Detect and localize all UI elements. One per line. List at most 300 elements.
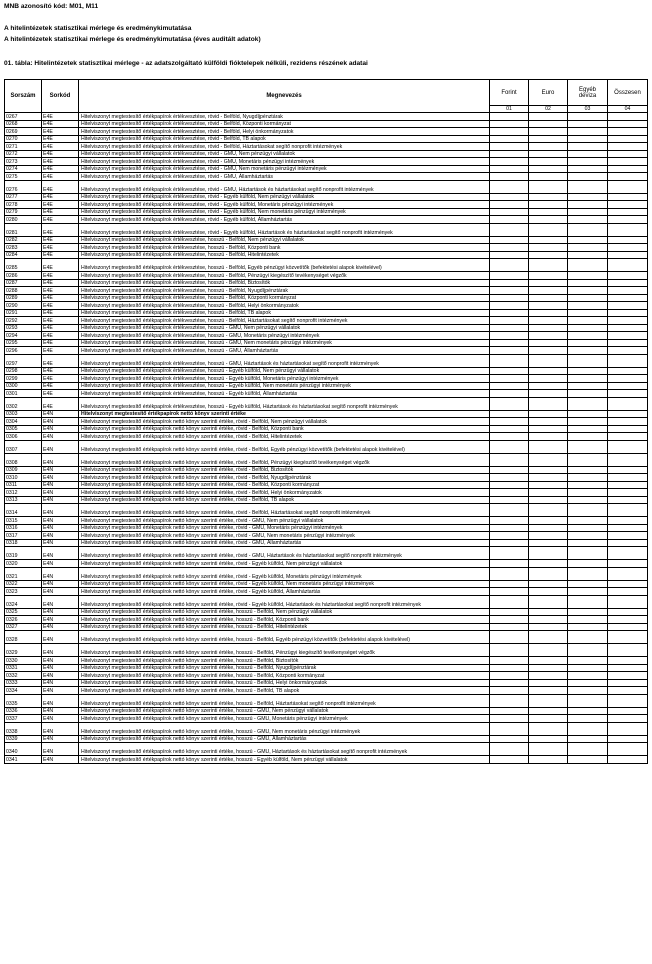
euro-value-cell[interactable] bbox=[529, 567, 568, 580]
euro-value-cell[interactable] bbox=[529, 756, 568, 764]
other-currency-value-cell[interactable] bbox=[568, 397, 608, 410]
total-value-cell[interactable] bbox=[608, 644, 648, 657]
other-currency-value-cell[interactable] bbox=[568, 595, 608, 608]
other-currency-value-cell[interactable] bbox=[568, 707, 608, 715]
other-currency-value-cell[interactable] bbox=[568, 375, 608, 383]
other-currency-value-cell[interactable] bbox=[568, 317, 608, 325]
euro-value-cell[interactable] bbox=[529, 608, 568, 616]
forint-value-cell[interactable] bbox=[490, 259, 529, 272]
other-currency-value-cell[interactable] bbox=[568, 208, 608, 216]
other-currency-value-cell[interactable] bbox=[568, 201, 608, 209]
other-currency-value-cell[interactable] bbox=[568, 672, 608, 680]
total-value-cell[interactable] bbox=[608, 165, 648, 173]
euro-value-cell[interactable] bbox=[529, 595, 568, 608]
total-value-cell[interactable] bbox=[608, 595, 648, 608]
total-value-cell[interactable] bbox=[608, 539, 648, 547]
forint-value-cell[interactable] bbox=[490, 756, 529, 764]
forint-value-cell[interactable] bbox=[490, 440, 529, 453]
euro-value-cell[interactable] bbox=[529, 201, 568, 209]
total-value-cell[interactable] bbox=[608, 201, 648, 209]
total-value-cell[interactable] bbox=[608, 440, 648, 453]
forint-value-cell[interactable] bbox=[490, 453, 529, 466]
other-currency-value-cell[interactable] bbox=[568, 687, 608, 695]
forint-value-cell[interactable] bbox=[490, 382, 529, 390]
euro-value-cell[interactable] bbox=[529, 339, 568, 347]
total-value-cell[interactable] bbox=[608, 287, 648, 295]
total-value-cell[interactable] bbox=[608, 410, 648, 418]
forint-value-cell[interactable] bbox=[490, 743, 529, 756]
euro-value-cell[interactable] bbox=[529, 672, 568, 680]
forint-value-cell[interactable] bbox=[490, 707, 529, 715]
forint-value-cell[interactable] bbox=[490, 580, 529, 588]
euro-value-cell[interactable] bbox=[529, 453, 568, 466]
forint-value-cell[interactable] bbox=[490, 539, 529, 547]
euro-value-cell[interactable] bbox=[529, 287, 568, 295]
euro-value-cell[interactable] bbox=[529, 560, 568, 568]
other-currency-value-cell[interactable] bbox=[568, 150, 608, 158]
total-value-cell[interactable] bbox=[608, 375, 648, 383]
total-value-cell[interactable] bbox=[608, 302, 648, 310]
total-value-cell[interactable] bbox=[608, 623, 648, 631]
euro-value-cell[interactable] bbox=[529, 707, 568, 715]
total-value-cell[interactable] bbox=[608, 560, 648, 568]
other-currency-value-cell[interactable] bbox=[568, 251, 608, 259]
other-currency-value-cell[interactable] bbox=[568, 244, 608, 252]
euro-value-cell[interactable] bbox=[529, 120, 568, 128]
euro-value-cell[interactable] bbox=[529, 236, 568, 244]
total-value-cell[interactable] bbox=[608, 722, 648, 735]
other-currency-value-cell[interactable] bbox=[568, 259, 608, 272]
total-value-cell[interactable] bbox=[608, 756, 648, 764]
forint-value-cell[interactable] bbox=[490, 165, 529, 173]
other-currency-value-cell[interactable] bbox=[568, 272, 608, 280]
other-currency-value-cell[interactable] bbox=[568, 657, 608, 665]
total-value-cell[interactable] bbox=[608, 657, 648, 665]
forint-value-cell[interactable] bbox=[490, 223, 529, 236]
forint-value-cell[interactable] bbox=[490, 390, 529, 398]
other-currency-value-cell[interactable] bbox=[568, 694, 608, 707]
other-currency-value-cell[interactable] bbox=[568, 623, 608, 631]
forint-value-cell[interactable] bbox=[490, 410, 529, 418]
total-value-cell[interactable] bbox=[608, 517, 648, 525]
euro-value-cell[interactable] bbox=[529, 433, 568, 441]
total-value-cell[interactable] bbox=[608, 354, 648, 367]
forint-value-cell[interactable] bbox=[490, 150, 529, 158]
other-currency-value-cell[interactable] bbox=[568, 440, 608, 453]
forint-value-cell[interactable] bbox=[490, 317, 529, 325]
forint-value-cell[interactable] bbox=[490, 347, 529, 355]
euro-value-cell[interactable] bbox=[529, 743, 568, 756]
other-currency-value-cell[interactable] bbox=[568, 664, 608, 672]
total-value-cell[interactable] bbox=[608, 743, 648, 756]
euro-value-cell[interactable] bbox=[529, 722, 568, 735]
euro-value-cell[interactable] bbox=[529, 375, 568, 383]
forint-value-cell[interactable] bbox=[490, 272, 529, 280]
total-value-cell[interactable] bbox=[608, 707, 648, 715]
total-value-cell[interactable] bbox=[608, 390, 648, 398]
euro-value-cell[interactable] bbox=[529, 143, 568, 151]
total-value-cell[interactable] bbox=[608, 608, 648, 616]
total-value-cell[interactable] bbox=[608, 120, 648, 128]
euro-value-cell[interactable] bbox=[529, 251, 568, 259]
total-value-cell[interactable] bbox=[608, 425, 648, 433]
total-value-cell[interactable] bbox=[608, 216, 648, 224]
euro-value-cell[interactable] bbox=[529, 244, 568, 252]
euro-value-cell[interactable] bbox=[529, 410, 568, 418]
forint-value-cell[interactable] bbox=[490, 547, 529, 560]
other-currency-value-cell[interactable] bbox=[568, 588, 608, 596]
other-currency-value-cell[interactable] bbox=[568, 367, 608, 375]
other-currency-value-cell[interactable] bbox=[568, 453, 608, 466]
forint-value-cell[interactable] bbox=[490, 623, 529, 631]
total-value-cell[interactable] bbox=[608, 294, 648, 302]
other-currency-value-cell[interactable] bbox=[568, 524, 608, 532]
forint-value-cell[interactable] bbox=[490, 735, 529, 743]
total-value-cell[interactable] bbox=[608, 664, 648, 672]
euro-value-cell[interactable] bbox=[529, 489, 568, 497]
other-currency-value-cell[interactable] bbox=[568, 504, 608, 517]
euro-value-cell[interactable] bbox=[529, 367, 568, 375]
forint-value-cell[interactable] bbox=[490, 481, 529, 489]
other-currency-value-cell[interactable] bbox=[568, 158, 608, 166]
other-currency-value-cell[interactable] bbox=[568, 339, 608, 347]
forint-value-cell[interactable] bbox=[490, 180, 529, 193]
total-value-cell[interactable] bbox=[608, 588, 648, 596]
total-value-cell[interactable] bbox=[608, 735, 648, 743]
total-value-cell[interactable] bbox=[608, 504, 648, 517]
other-currency-value-cell[interactable] bbox=[568, 433, 608, 441]
total-value-cell[interactable] bbox=[608, 474, 648, 482]
forint-value-cell[interactable] bbox=[490, 664, 529, 672]
forint-value-cell[interactable] bbox=[490, 143, 529, 151]
other-currency-value-cell[interactable] bbox=[568, 143, 608, 151]
other-currency-value-cell[interactable] bbox=[568, 216, 608, 224]
euro-value-cell[interactable] bbox=[529, 135, 568, 143]
euro-value-cell[interactable] bbox=[529, 347, 568, 355]
total-value-cell[interactable] bbox=[608, 367, 648, 375]
total-value-cell[interactable] bbox=[608, 113, 648, 121]
euro-value-cell[interactable] bbox=[529, 616, 568, 624]
euro-value-cell[interactable] bbox=[529, 657, 568, 665]
euro-value-cell[interactable] bbox=[529, 165, 568, 173]
forint-value-cell[interactable] bbox=[490, 294, 529, 302]
forint-value-cell[interactable] bbox=[490, 354, 529, 367]
forint-value-cell[interactable] bbox=[490, 128, 529, 136]
other-currency-value-cell[interactable] bbox=[568, 120, 608, 128]
other-currency-value-cell[interactable] bbox=[568, 539, 608, 547]
other-currency-value-cell[interactable] bbox=[568, 616, 608, 624]
euro-value-cell[interactable] bbox=[529, 496, 568, 504]
other-currency-value-cell[interactable] bbox=[568, 382, 608, 390]
euro-value-cell[interactable] bbox=[529, 390, 568, 398]
euro-value-cell[interactable] bbox=[529, 517, 568, 525]
total-value-cell[interactable] bbox=[608, 489, 648, 497]
other-currency-value-cell[interactable] bbox=[568, 180, 608, 193]
euro-value-cell[interactable] bbox=[529, 694, 568, 707]
forint-value-cell[interactable] bbox=[490, 339, 529, 347]
other-currency-value-cell[interactable] bbox=[568, 135, 608, 143]
forint-value-cell[interactable] bbox=[490, 287, 529, 295]
forint-value-cell[interactable] bbox=[490, 694, 529, 707]
forint-value-cell[interactable] bbox=[490, 158, 529, 166]
euro-value-cell[interactable] bbox=[529, 354, 568, 367]
euro-value-cell[interactable] bbox=[529, 294, 568, 302]
total-value-cell[interactable] bbox=[608, 453, 648, 466]
total-value-cell[interactable] bbox=[608, 433, 648, 441]
euro-value-cell[interactable] bbox=[529, 440, 568, 453]
total-value-cell[interactable] bbox=[608, 694, 648, 707]
forint-value-cell[interactable] bbox=[490, 517, 529, 525]
other-currency-value-cell[interactable] bbox=[568, 113, 608, 121]
other-currency-value-cell[interactable] bbox=[568, 173, 608, 181]
euro-value-cell[interactable] bbox=[529, 588, 568, 596]
forint-value-cell[interactable] bbox=[490, 595, 529, 608]
other-currency-value-cell[interactable] bbox=[568, 354, 608, 367]
total-value-cell[interactable] bbox=[608, 347, 648, 355]
forint-value-cell[interactable] bbox=[490, 489, 529, 497]
euro-value-cell[interactable] bbox=[529, 173, 568, 181]
forint-value-cell[interactable] bbox=[490, 375, 529, 383]
other-currency-value-cell[interactable] bbox=[568, 324, 608, 332]
other-currency-value-cell[interactable] bbox=[568, 425, 608, 433]
forint-value-cell[interactable] bbox=[490, 332, 529, 340]
forint-value-cell[interactable] bbox=[490, 324, 529, 332]
euro-value-cell[interactable] bbox=[529, 317, 568, 325]
other-currency-value-cell[interactable] bbox=[568, 165, 608, 173]
other-currency-value-cell[interactable] bbox=[568, 722, 608, 735]
euro-value-cell[interactable] bbox=[529, 532, 568, 540]
total-value-cell[interactable] bbox=[608, 150, 648, 158]
euro-value-cell[interactable] bbox=[529, 128, 568, 136]
total-value-cell[interactable] bbox=[608, 259, 648, 272]
total-value-cell[interactable] bbox=[608, 324, 648, 332]
total-value-cell[interactable] bbox=[608, 382, 648, 390]
total-value-cell[interactable] bbox=[608, 251, 648, 259]
euro-value-cell[interactable] bbox=[529, 279, 568, 287]
euro-value-cell[interactable] bbox=[529, 631, 568, 644]
total-value-cell[interactable] bbox=[608, 279, 648, 287]
total-value-cell[interactable] bbox=[608, 524, 648, 532]
other-currency-value-cell[interactable] bbox=[568, 679, 608, 687]
total-value-cell[interactable] bbox=[608, 180, 648, 193]
forint-value-cell[interactable] bbox=[490, 644, 529, 657]
euro-value-cell[interactable] bbox=[529, 644, 568, 657]
euro-value-cell[interactable] bbox=[529, 539, 568, 547]
forint-value-cell[interactable] bbox=[490, 524, 529, 532]
total-value-cell[interactable] bbox=[608, 272, 648, 280]
forint-value-cell[interactable] bbox=[490, 216, 529, 224]
forint-value-cell[interactable] bbox=[490, 672, 529, 680]
other-currency-value-cell[interactable] bbox=[568, 481, 608, 489]
other-currency-value-cell[interactable] bbox=[568, 410, 608, 418]
other-currency-value-cell[interactable] bbox=[568, 466, 608, 474]
euro-value-cell[interactable] bbox=[529, 524, 568, 532]
total-value-cell[interactable] bbox=[608, 158, 648, 166]
forint-value-cell[interactable] bbox=[490, 588, 529, 596]
euro-value-cell[interactable] bbox=[529, 158, 568, 166]
euro-value-cell[interactable] bbox=[529, 425, 568, 433]
forint-value-cell[interactable] bbox=[490, 236, 529, 244]
other-currency-value-cell[interactable] bbox=[568, 418, 608, 426]
other-currency-value-cell[interactable] bbox=[568, 567, 608, 580]
euro-value-cell[interactable] bbox=[529, 208, 568, 216]
other-currency-value-cell[interactable] bbox=[568, 287, 608, 295]
other-currency-value-cell[interactable] bbox=[568, 347, 608, 355]
total-value-cell[interactable] bbox=[608, 244, 648, 252]
other-currency-value-cell[interactable] bbox=[568, 580, 608, 588]
other-currency-value-cell[interactable] bbox=[568, 631, 608, 644]
other-currency-value-cell[interactable] bbox=[568, 756, 608, 764]
forint-value-cell[interactable] bbox=[490, 631, 529, 644]
euro-value-cell[interactable] bbox=[529, 309, 568, 317]
total-value-cell[interactable] bbox=[608, 496, 648, 504]
total-value-cell[interactable] bbox=[608, 332, 648, 340]
euro-value-cell[interactable] bbox=[529, 715, 568, 723]
euro-value-cell[interactable] bbox=[529, 418, 568, 426]
forint-value-cell[interactable] bbox=[490, 616, 529, 624]
forint-value-cell[interactable] bbox=[490, 722, 529, 735]
forint-value-cell[interactable] bbox=[490, 560, 529, 568]
euro-value-cell[interactable] bbox=[529, 324, 568, 332]
other-currency-value-cell[interactable] bbox=[568, 474, 608, 482]
total-value-cell[interactable] bbox=[608, 631, 648, 644]
other-currency-value-cell[interactable] bbox=[568, 517, 608, 525]
other-currency-value-cell[interactable] bbox=[568, 560, 608, 568]
forint-value-cell[interactable] bbox=[490, 193, 529, 201]
total-value-cell[interactable] bbox=[608, 208, 648, 216]
total-value-cell[interactable] bbox=[608, 317, 648, 325]
other-currency-value-cell[interactable] bbox=[568, 279, 608, 287]
forint-value-cell[interactable] bbox=[490, 425, 529, 433]
other-currency-value-cell[interactable] bbox=[568, 743, 608, 756]
forint-value-cell[interactable] bbox=[490, 715, 529, 723]
total-value-cell[interactable] bbox=[608, 397, 648, 410]
euro-value-cell[interactable] bbox=[529, 623, 568, 631]
euro-value-cell[interactable] bbox=[529, 580, 568, 588]
euro-value-cell[interactable] bbox=[529, 302, 568, 310]
euro-value-cell[interactable] bbox=[529, 679, 568, 687]
forint-value-cell[interactable] bbox=[490, 201, 529, 209]
total-value-cell[interactable] bbox=[608, 567, 648, 580]
euro-value-cell[interactable] bbox=[529, 397, 568, 410]
total-value-cell[interactable] bbox=[608, 687, 648, 695]
total-value-cell[interactable] bbox=[608, 481, 648, 489]
other-currency-value-cell[interactable] bbox=[568, 332, 608, 340]
total-value-cell[interactable] bbox=[608, 679, 648, 687]
euro-value-cell[interactable] bbox=[529, 272, 568, 280]
forint-value-cell[interactable] bbox=[490, 474, 529, 482]
other-currency-value-cell[interactable] bbox=[568, 644, 608, 657]
other-currency-value-cell[interactable] bbox=[568, 496, 608, 504]
euro-value-cell[interactable] bbox=[529, 504, 568, 517]
total-value-cell[interactable] bbox=[608, 580, 648, 588]
forint-value-cell[interactable] bbox=[490, 433, 529, 441]
other-currency-value-cell[interactable] bbox=[568, 532, 608, 540]
other-currency-value-cell[interactable] bbox=[568, 309, 608, 317]
forint-value-cell[interactable] bbox=[490, 173, 529, 181]
total-value-cell[interactable] bbox=[608, 135, 648, 143]
euro-value-cell[interactable] bbox=[529, 223, 568, 236]
forint-value-cell[interactable] bbox=[490, 279, 529, 287]
euro-value-cell[interactable] bbox=[529, 193, 568, 201]
forint-value-cell[interactable] bbox=[490, 208, 529, 216]
total-value-cell[interactable] bbox=[608, 143, 648, 151]
euro-value-cell[interactable] bbox=[529, 259, 568, 272]
other-currency-value-cell[interactable] bbox=[568, 223, 608, 236]
euro-value-cell[interactable] bbox=[529, 547, 568, 560]
total-value-cell[interactable] bbox=[608, 547, 648, 560]
other-currency-value-cell[interactable] bbox=[568, 547, 608, 560]
forint-value-cell[interactable] bbox=[490, 120, 529, 128]
total-value-cell[interactable] bbox=[608, 236, 648, 244]
total-value-cell[interactable] bbox=[608, 532, 648, 540]
euro-value-cell[interactable] bbox=[529, 466, 568, 474]
euro-value-cell[interactable] bbox=[529, 113, 568, 121]
euro-value-cell[interactable] bbox=[529, 664, 568, 672]
forint-value-cell[interactable] bbox=[490, 113, 529, 121]
euro-value-cell[interactable] bbox=[529, 687, 568, 695]
forint-value-cell[interactable] bbox=[490, 251, 529, 259]
forint-value-cell[interactable] bbox=[490, 302, 529, 310]
euro-value-cell[interactable] bbox=[529, 474, 568, 482]
other-currency-value-cell[interactable] bbox=[568, 489, 608, 497]
euro-value-cell[interactable] bbox=[529, 332, 568, 340]
other-currency-value-cell[interactable] bbox=[568, 390, 608, 398]
forint-value-cell[interactable] bbox=[490, 496, 529, 504]
total-value-cell[interactable] bbox=[608, 418, 648, 426]
forint-value-cell[interactable] bbox=[490, 504, 529, 517]
other-currency-value-cell[interactable] bbox=[568, 128, 608, 136]
other-currency-value-cell[interactable] bbox=[568, 294, 608, 302]
other-currency-value-cell[interactable] bbox=[568, 715, 608, 723]
forint-value-cell[interactable] bbox=[490, 532, 529, 540]
euro-value-cell[interactable] bbox=[529, 735, 568, 743]
forint-value-cell[interactable] bbox=[490, 244, 529, 252]
other-currency-value-cell[interactable] bbox=[568, 236, 608, 244]
euro-value-cell[interactable] bbox=[529, 216, 568, 224]
total-value-cell[interactable] bbox=[608, 672, 648, 680]
forint-value-cell[interactable] bbox=[490, 418, 529, 426]
total-value-cell[interactable] bbox=[608, 223, 648, 236]
total-value-cell[interactable] bbox=[608, 309, 648, 317]
total-value-cell[interactable] bbox=[608, 193, 648, 201]
total-value-cell[interactable] bbox=[608, 173, 648, 181]
other-currency-value-cell[interactable] bbox=[568, 608, 608, 616]
euro-value-cell[interactable] bbox=[529, 150, 568, 158]
forint-value-cell[interactable] bbox=[490, 679, 529, 687]
other-currency-value-cell[interactable] bbox=[568, 302, 608, 310]
forint-value-cell[interactable] bbox=[490, 567, 529, 580]
total-value-cell[interactable] bbox=[608, 128, 648, 136]
other-currency-value-cell[interactable] bbox=[568, 193, 608, 201]
total-value-cell[interactable] bbox=[608, 339, 648, 347]
total-value-cell[interactable] bbox=[608, 466, 648, 474]
total-value-cell[interactable] bbox=[608, 616, 648, 624]
euro-value-cell[interactable] bbox=[529, 481, 568, 489]
forint-value-cell[interactable] bbox=[490, 309, 529, 317]
forint-value-cell[interactable] bbox=[490, 135, 529, 143]
forint-value-cell[interactable] bbox=[490, 397, 529, 410]
forint-value-cell[interactable] bbox=[490, 608, 529, 616]
total-value-cell[interactable] bbox=[608, 715, 648, 723]
forint-value-cell[interactable] bbox=[490, 367, 529, 375]
forint-value-cell[interactable] bbox=[490, 466, 529, 474]
forint-value-cell[interactable] bbox=[490, 657, 529, 665]
euro-value-cell[interactable] bbox=[529, 382, 568, 390]
other-currency-value-cell[interactable] bbox=[568, 735, 608, 743]
euro-value-cell[interactable] bbox=[529, 180, 568, 193]
forint-value-cell[interactable] bbox=[490, 687, 529, 695]
